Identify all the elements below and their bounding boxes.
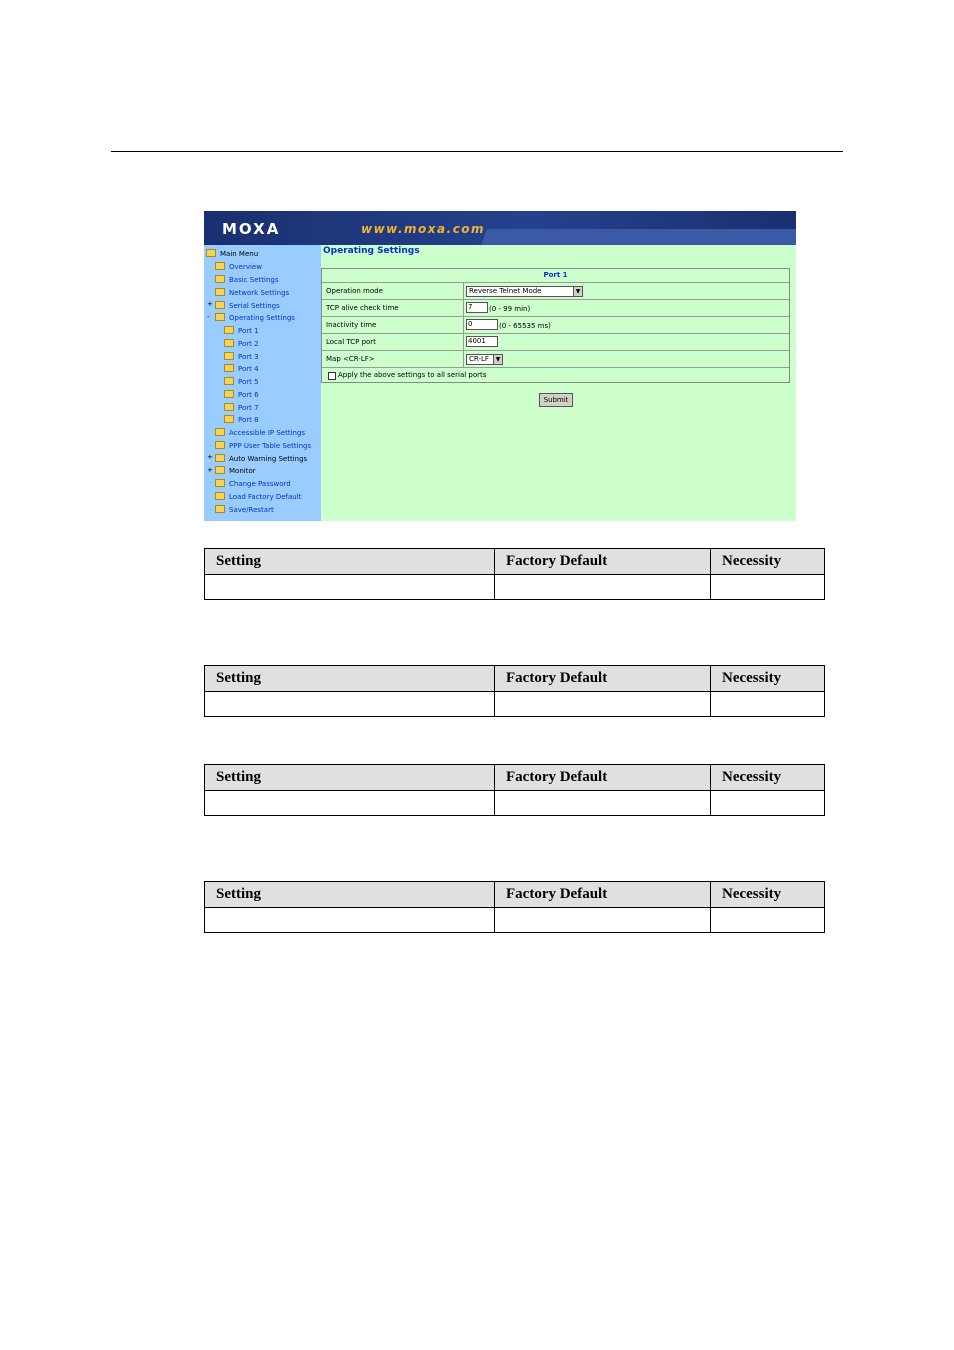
folder-icon (224, 339, 234, 347)
row-map-crlf (322, 350, 789, 368)
table-cell (495, 908, 711, 933)
apply-all-checkbox[interactable] (328, 372, 336, 380)
expand-icon[interactable]: + (207, 466, 213, 474)
folder-icon (215, 454, 225, 462)
collapse-icon[interactable]: - (207, 313, 210, 321)
table-cell (711, 692, 825, 717)
local-tcp-input[interactable]: 4001 (466, 336, 498, 347)
moxa-url: www.moxa.com (361, 222, 486, 236)
col-necessity: Necessity (711, 882, 825, 908)
folder-icon (215, 262, 225, 270)
settings-table-3 (204, 764, 825, 816)
sidebar-item-operating-settings[interactable]: Operating Settings (215, 313, 295, 323)
sidebar-item-save-restart[interactable]: Save/Restart (215, 505, 274, 515)
header-rule (111, 151, 843, 152)
folder-open-icon (215, 313, 225, 321)
divider (463, 334, 464, 351)
folder-icon (215, 466, 225, 474)
tcp-alive-label: TCP alive check time (326, 304, 399, 312)
table-header-row (205, 882, 825, 908)
row-tcp-alive (322, 299, 789, 317)
table-cell (495, 791, 711, 816)
port-header: Port 1 (543, 271, 568, 279)
divider (463, 317, 464, 334)
folder-icon (215, 301, 225, 309)
row-inactivity (322, 316, 789, 334)
moxa-banner (204, 211, 796, 245)
folder-icon (215, 275, 225, 283)
table-cell (205, 692, 495, 717)
operation-mode-label: Operation mode (326, 287, 383, 295)
folder-icon (215, 428, 225, 436)
folder-icon (215, 441, 225, 449)
sidebar-item-port-1[interactable]: Port 1 (224, 326, 259, 336)
col-necessity: Necessity (711, 666, 825, 692)
col-setting: Setting (205, 882, 495, 908)
settings-table-2 (204, 665, 825, 717)
operating-settings-screenshot (204, 211, 796, 521)
sidebar-root[interactable]: Main Menu (206, 249, 258, 259)
table-cell (205, 575, 495, 600)
sidebar-item-port-3[interactable]: Port 3 (224, 352, 259, 362)
sidebar-item-monitor[interactable]: Monitor (215, 466, 256, 476)
folder-open-icon (206, 249, 216, 257)
row-local-tcp (322, 333, 789, 351)
submit-button[interactable]: Submit (539, 393, 573, 407)
table-header-row (205, 765, 825, 791)
table-cell (711, 575, 825, 600)
folder-icon (224, 326, 234, 334)
operation-mode-select[interactable]: Reverse Telnet Mode ▼ (466, 286, 583, 297)
folder-icon (224, 403, 234, 411)
col-setting: Setting (205, 765, 495, 791)
local-tcp-label: Local TCP port (326, 338, 376, 346)
row-operation-mode (322, 282, 789, 300)
sidebar-item-accessible-ip[interactable]: Accessible IP Settings (215, 428, 305, 438)
table-row (205, 692, 825, 717)
sidebar-item-port-6[interactable]: Port 6 (224, 390, 259, 400)
inactivity-input[interactable]: 0 (466, 319, 498, 330)
col-factory-default: Factory Default (495, 765, 711, 791)
table-cell (711, 791, 825, 816)
inactivity-hint: (0 - 65535 ms) (499, 322, 551, 330)
table-cell (711, 908, 825, 933)
expand-icon[interactable]: + (207, 300, 213, 308)
table-header-row (205, 666, 825, 692)
sidebar (204, 245, 321, 521)
sidebar-item-port-8[interactable]: Port 8 (224, 415, 259, 425)
inactivity-label: Inactivity time (326, 321, 377, 329)
port-settings-form (321, 268, 790, 383)
sidebar-item-load-factory-default[interactable]: Load Factory Default (215, 492, 301, 502)
table-row (205, 908, 825, 933)
divider (463, 300, 464, 317)
folder-icon (215, 479, 225, 487)
page-title: Operating Settings (323, 246, 420, 256)
col-necessity: Necessity (711, 549, 825, 575)
sidebar-item-serial-settings[interactable]: Serial Settings (215, 301, 280, 311)
folder-icon (224, 390, 234, 398)
main-content (321, 245, 796, 521)
folder-icon (224, 415, 234, 423)
map-crlf-label: Map <CR-LF> (326, 355, 375, 363)
sidebar-item-overview[interactable]: Overview (215, 262, 262, 272)
col-setting: Setting (205, 666, 495, 692)
folder-icon (215, 492, 225, 500)
folder-icon (224, 364, 234, 372)
tcp-alive-input[interactable]: 7 (466, 302, 488, 313)
folder-icon (215, 288, 225, 296)
tcp-alive-hint: (0 - 99 min) (489, 305, 531, 313)
moxa-logo: MOXA (222, 220, 281, 238)
sidebar-item-basic-settings[interactable]: Basic Settings (215, 275, 278, 285)
settings-table-4 (204, 881, 825, 933)
map-crlf-select[interactable]: CR-LF ▼ (466, 354, 503, 365)
folder-icon (224, 377, 234, 385)
col-necessity: Necessity (711, 765, 825, 791)
table-cell (495, 575, 711, 600)
table-cell (205, 791, 495, 816)
sidebar-item-auto-warning[interactable]: Auto Warning Settings (215, 454, 307, 464)
apply-all-label: Apply the above settings to all serial ports (338, 371, 487, 379)
table-row (205, 791, 825, 816)
col-setting: Setting (205, 549, 495, 575)
chevron-down-icon: ▼ (493, 355, 502, 364)
sidebar-item-port-7[interactable]: Port 7 (224, 403, 259, 413)
sidebar-item-change-password[interactable]: Change Password (215, 479, 291, 489)
chevron-down-icon: ▼ (573, 287, 582, 296)
folder-icon (224, 352, 234, 360)
table-row (205, 575, 825, 600)
expand-icon[interactable]: + (207, 453, 213, 461)
col-factory-default: Factory Default (495, 549, 711, 575)
folder-icon (215, 505, 225, 513)
divider (463, 283, 464, 300)
settings-table-1 (204, 548, 825, 600)
col-factory-default: Factory Default (495, 666, 711, 692)
banner-stripe (481, 229, 796, 245)
table-cell (205, 908, 495, 933)
col-factory-default: Factory Default (495, 882, 711, 908)
sidebar-item-network-settings[interactable]: Network Settings (215, 288, 289, 298)
row-apply-all (322, 367, 789, 382)
table-cell (495, 692, 711, 717)
sidebar-item-ppp-user-table[interactable]: PPP User Table Settings (215, 441, 311, 451)
sidebar-item-port-2[interactable]: Port 2 (224, 339, 259, 349)
divider (463, 351, 464, 368)
table-header-row (205, 549, 825, 575)
sidebar-item-port-4[interactable]: Port 4 (224, 364, 259, 374)
sidebar-item-port-5[interactable]: Port 5 (224, 377, 259, 387)
